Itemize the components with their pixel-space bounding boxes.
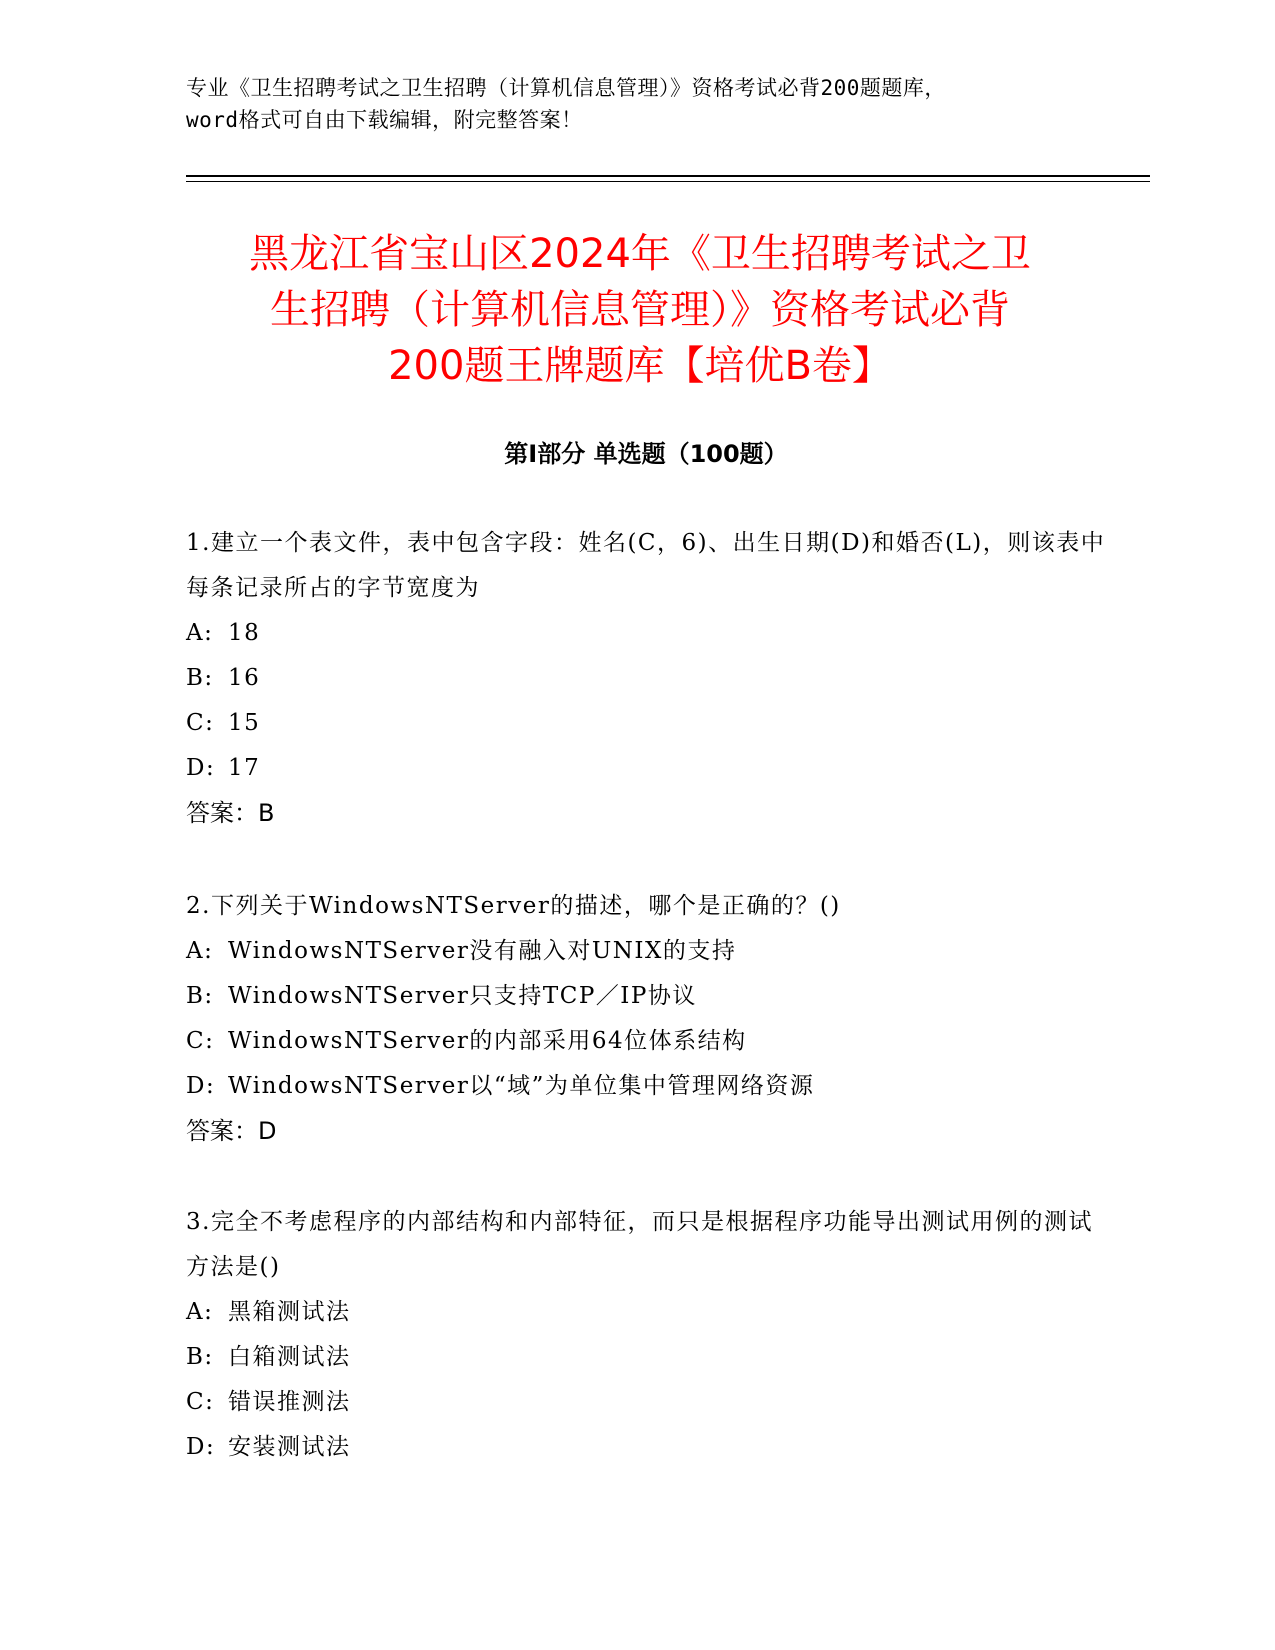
header-note <box>186 72 1106 136</box>
option-text: 17 <box>228 755 261 781</box>
option-letter: D: <box>186 1434 216 1460</box>
option-b <box>186 974 1106 1019</box>
option-a <box>186 1290 1106 1335</box>
question-1 <box>186 521 1106 836</box>
option-letter: B: <box>186 983 214 1009</box>
option-text: 安装测试法 <box>228 1434 351 1460</box>
option-b <box>186 656 1106 701</box>
option-text: 15 <box>228 710 261 736</box>
option-a <box>186 929 1106 974</box>
option-text: 16 <box>228 665 261 691</box>
option-letter: C: <box>186 1389 215 1415</box>
document-title-line-3: 200题王牌题库【培优B卷】 <box>388 343 892 389</box>
option-letter: C: <box>186 1028 215 1054</box>
option-letter: A: <box>186 938 214 964</box>
option-letter: A: <box>186 620 214 646</box>
option-c <box>186 1380 1106 1425</box>
option-letter: C: <box>186 710 215 736</box>
option-b <box>186 1335 1106 1380</box>
option-letter: A: <box>186 1299 214 1325</box>
option-c <box>186 1019 1106 1064</box>
option-d <box>186 1064 1106 1109</box>
header-note-line-1: 专业《卫生招聘考试之卫生招聘（计算机信息管理）》资格考试必背200题题库， <box>186 76 946 100</box>
answer-line: 答案：B <box>186 799 275 827</box>
option-d <box>186 746 1106 791</box>
answer-line: 答案：D <box>186 1117 277 1145</box>
section-heading: 第I部分 单选题（100题） <box>504 440 788 468</box>
question-2 <box>186 884 1106 1154</box>
option-text: 18 <box>228 620 261 646</box>
option-a <box>186 611 1106 656</box>
document-title-line-1: 黑龙江省宝山区2024年《卫生招聘考试之卫 <box>249 231 1031 277</box>
option-letter: B: <box>186 1344 214 1370</box>
option-letter: D: <box>186 1073 216 1099</box>
header-rule-thick <box>186 175 1150 177</box>
question-text: 3.完全不考虑程序的内部结构和内部特征，而只是根据程序功能导出测试用例的测试方法是() <box>186 1209 1093 1280</box>
option-d <box>186 1425 1106 1470</box>
document-title-line-2: 生招聘（计算机信息管理）》资格考试必背 <box>270 287 1010 333</box>
question-3 <box>186 1200 1106 1470</box>
header-note-line-2: word格式可自由下载编辑，附完整答案！ <box>186 108 583 132</box>
option-text: 黑箱测试法 <box>228 1299 351 1325</box>
option-letter: B: <box>186 665 214 691</box>
option-text: WindowsNTServer只支持TCP／IP协议 <box>228 983 697 1009</box>
header-rule-thin <box>186 181 1150 182</box>
option-c <box>186 701 1106 746</box>
option-letter: D: <box>186 755 216 781</box>
option-text: WindowsNTServer的内部采用64位体系结构 <box>228 1028 747 1054</box>
question-text: 2.下列关于WindowsNTServer的描述，哪个是正确的？() <box>186 893 841 919</box>
question-text: 1.建立一个表文件，表中包含字段：姓名(C，6)、出生日期(D)和婚否(L)，则该表中每条记录所占的字节宽度为 <box>186 530 1106 601</box>
option-text: WindowsNTServer以“域”为单位集中管理网络资源 <box>228 1073 815 1099</box>
option-text: 错误推测法 <box>228 1389 351 1415</box>
document-title <box>160 226 1120 394</box>
option-text: 白箱测试法 <box>228 1344 351 1370</box>
option-text: WindowsNTServer没有融入对UNIX的支持 <box>228 938 737 964</box>
